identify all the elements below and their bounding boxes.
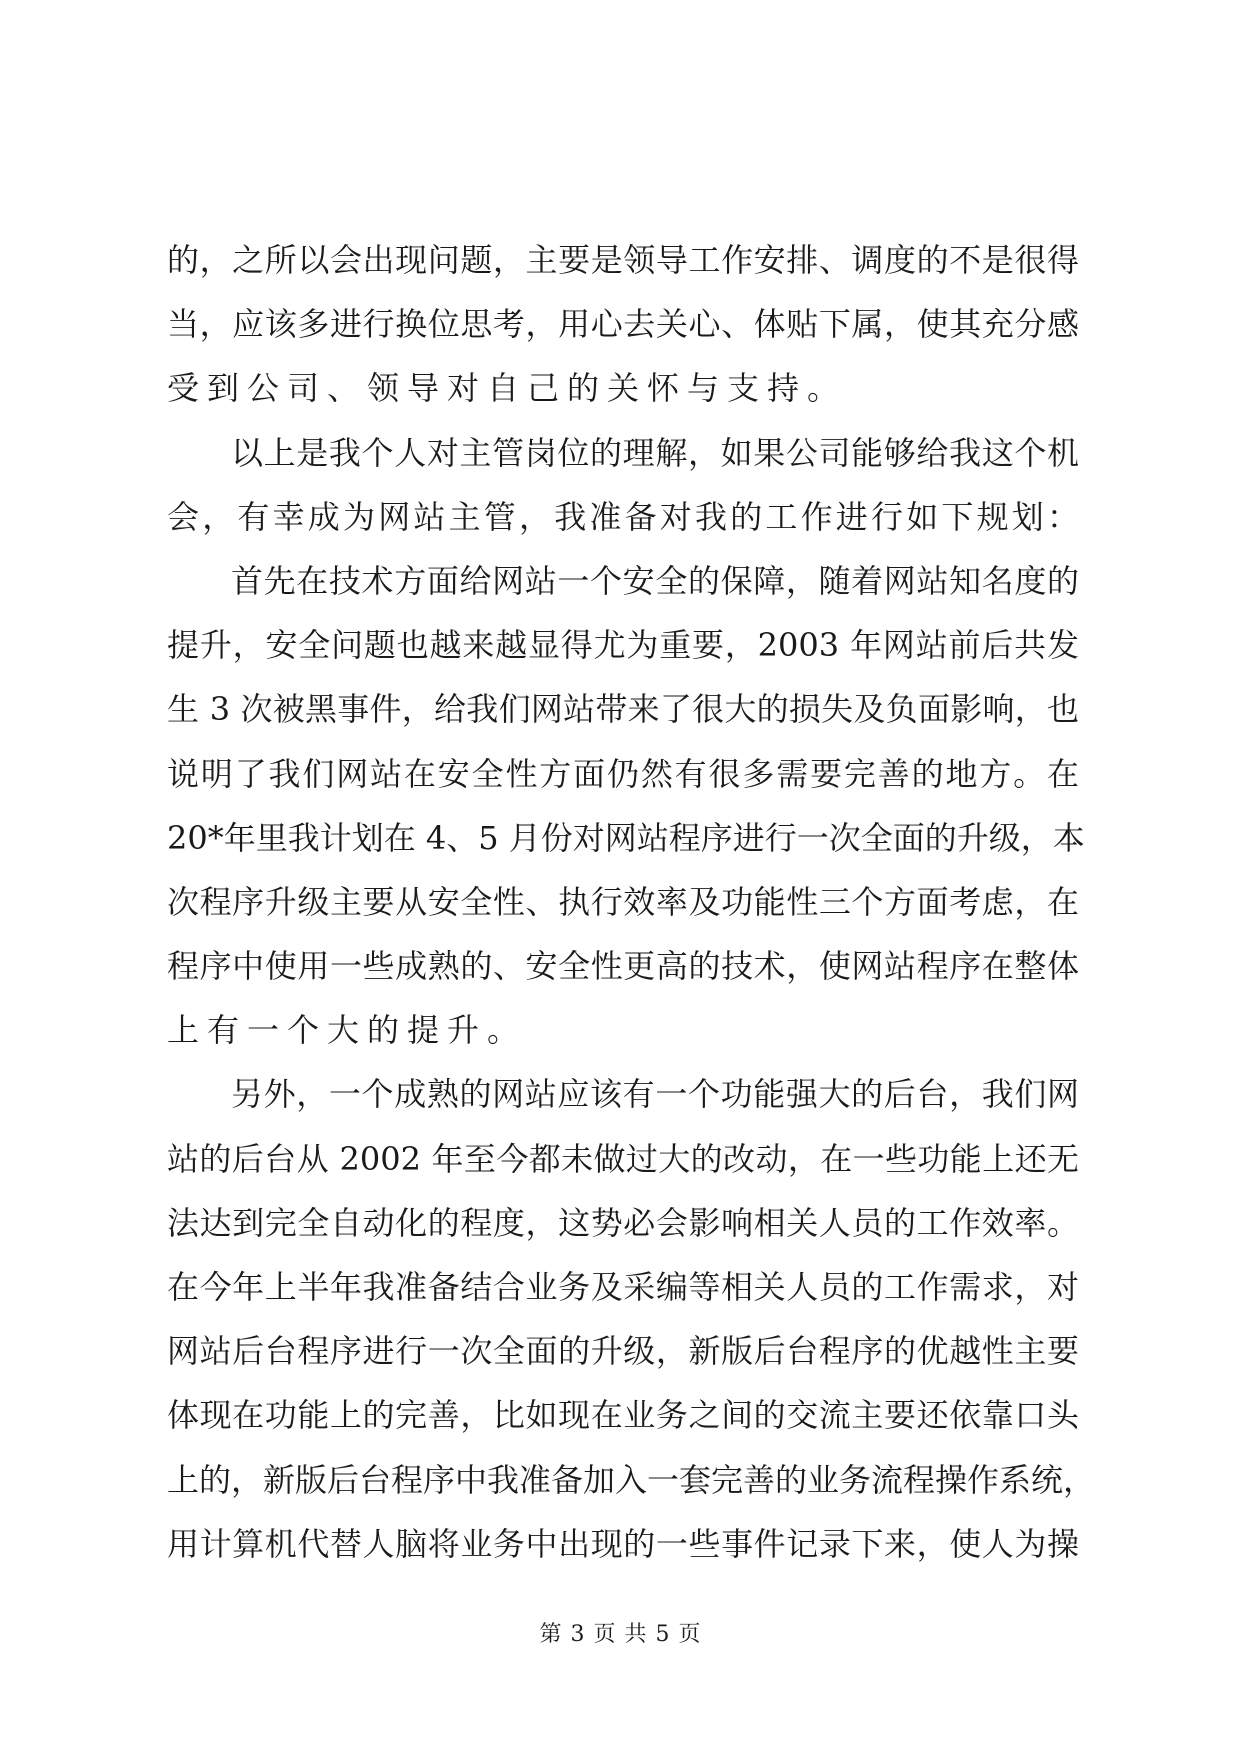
document-body	[167, 228, 1096, 1576]
text-line: 在今年上半年我准备结合业务及采编等相关人员的工作需求，对	[167, 1268, 1079, 1306]
text-line: 提升，安全问题也越来越显得尤为重要，2003 年网站前后共发	[167, 626, 1079, 665]
text-line: 的，之所以会出现问题，主要是领导工作安排、调度的不是很得	[167, 241, 1079, 279]
text-line: 受到公司、领导对自己的关怀与支持。	[167, 369, 848, 408]
text-line: 上的，新版后台程序中我准备加入一套完善的业务流程操作系统，	[167, 1460, 1096, 1499]
text-line: 次程序升级主要从安全性、执行效率及功能性三个方面考虑，在	[167, 882, 1079, 921]
text-line: 程序中使用一些成熟的、安全性更高的技术，使网站程序在整体	[167, 947, 1079, 986]
text-line: 以上是我个人对主管岗位的理解，如果公司能够给我这个机	[231, 433, 1079, 472]
text-line: 生 3 次被黑事件，给我们网站带来了很大的损失及负面影响，也	[167, 690, 1079, 729]
text-line: 法达到完全自动化的程度，这势必会影响相关人员的工作效率。	[167, 1203, 1079, 1242]
text-line: 会，有幸成为网站主管，我准备对我的工作进行如下规划：	[167, 497, 1079, 536]
page-number-footer: 第 3 页 共 5 页	[539, 1622, 702, 1647]
text-line: 首先在技术方面给网站一个安全的保障，随着网站知名度的	[231, 561, 1079, 600]
text-line: 当，应该多进行换位思考，用心去关心、体贴下属，使其充分感	[167, 305, 1079, 344]
text-line: 20*年里我计划在 4、5 月份对网站程序进行一次全面的升级，本	[167, 818, 1085, 857]
text-line: 说明了我们网站在安全性方面仍然有很多需要完善的地方。在	[167, 754, 1079, 793]
text-line: 上有一个大的提升。	[167, 1011, 528, 1050]
text-line: 体现在功能上的完善，比如现在业务之间的交流主要还依靠口头	[167, 1396, 1079, 1435]
text-line: 站的后台从 2002 年至今都未做过大的改动，在一些功能上还无	[167, 1139, 1079, 1178]
text-line: 用计算机代替人脑将业务中出现的一些事件记录下来，使人为操	[167, 1524, 1079, 1563]
text-line: 另外，一个成熟的网站应该有一个功能强大的后台，我们网	[231, 1075, 1079, 1114]
text-line: 网站后台程序进行一次全面的升级，新版后台程序的优越性主要	[167, 1332, 1079, 1371]
